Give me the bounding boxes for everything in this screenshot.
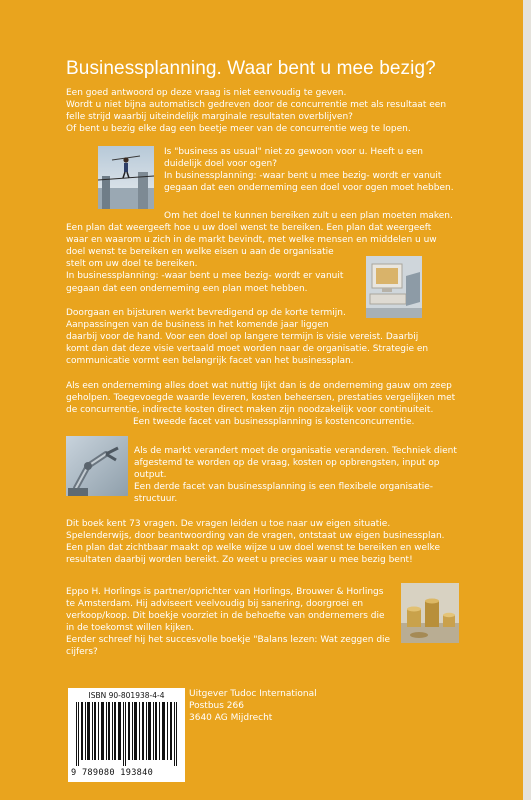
text-line: output. bbox=[134, 470, 167, 481]
text-line: Eppo H. Horlings is partner/oprichter van Horlings, Brouwer & Horlings bbox=[66, 587, 384, 597]
author-paragraph bbox=[66, 586, 390, 659]
text-line: Of bent u bezig elke dag een beetje meer van de concurrentie weg te lopen. bbox=[66, 124, 411, 135]
isbn-number: ISBN 90-801938-4-4 bbox=[88, 691, 165, 700]
text-line: komt dan dat deze visie vertaald moet worden naar de organisatie. Strategie en bbox=[66, 344, 429, 355]
intro-paragraph bbox=[66, 87, 446, 135]
text-line: resultaten daarbij worden bereikt. Zo weet u precies waar u mee bezig bent! bbox=[66, 555, 413, 566]
barcode-digits: 9 789080 193840 bbox=[71, 768, 154, 778]
text-line: cijfers? bbox=[66, 647, 98, 658]
publisher-name: Uitgever Tudoc International bbox=[189, 689, 317, 699]
text-line: geholpen. Toegevoegde waarde leveren, kosten beheersen, prestaties vergelijken met bbox=[66, 393, 456, 404]
organisation-paragraph bbox=[134, 445, 457, 505]
publisher-city: 3640 AG Mijdrecht bbox=[189, 713, 273, 724]
text-line: Als een onderneming alles doet wat nuttig lijkt dan is de onderneming gauw om zeep bbox=[66, 381, 452, 391]
text-line: doel wenst te bereiken en welke eisen u aan de organisatie bbox=[66, 247, 334, 258]
text-line: verkoop/koop. Dit boekje voorziet in de behoefte van ondernemers die bbox=[66, 611, 385, 622]
cover-title: Businessplanning. Waar bent u mee bezig? bbox=[66, 58, 436, 79]
text-line: Als de markt verandert moet de organisatie veranderen. Techniek dient bbox=[134, 446, 457, 456]
coin-stacks-photo bbox=[401, 583, 459, 643]
text-line: daarbij voor de hand. Voor een doel op langere termijn is visie vereist. Daarbij bbox=[66, 332, 419, 343]
text-line: Een tweede facet van businessplanning is kostenconcurrentie. bbox=[133, 417, 415, 428]
text-line: Dit boek kent 73 vragen. De vragen leiden u toe naar uw eigen situatie. bbox=[66, 519, 391, 529]
book-paragraph bbox=[66, 518, 445, 566]
text-line: In businessplanning: -waar bent u mee bezig- wordt er vanuit bbox=[66, 271, 344, 282]
cost-paragraph bbox=[66, 380, 455, 428]
text-line: Een goed antwoord op deze vraag is niet eenvoudig te geven. bbox=[66, 88, 347, 98]
text-line: de concurrentie, indirecte kosten direct maken zijn noodzakelijk voor continuiteit. bbox=[66, 405, 434, 416]
text-line: Wordt u niet bijna automatisch gedreven door de concurrentie met als resultaat een bbox=[66, 100, 447, 111]
text-line: waar en waarom u zich in de markt bevindt, met welke mensen en middelen u uw bbox=[66, 235, 437, 246]
text-line: Een plan dat weergeeft hoe u uw doel wenst te bereiken. Een plan dat weergeeft bbox=[66, 223, 432, 234]
text-line: In businessplanning: -waar bent u mee bezig- wordt er vanuit bbox=[164, 171, 442, 182]
text-line: stelt om uw doel te bereiken. bbox=[66, 259, 198, 270]
text-line: gegaan dat een onderneming een doel voor ogen moet hebben. bbox=[164, 183, 454, 194]
text-line: Een derde facet van businessplanning is een flexibele organisatie- bbox=[134, 482, 434, 493]
text-line: Is "business as usual" niet zo gewoon voor u. Heeft u een bbox=[164, 147, 423, 157]
text-line: afgestemd te worden op de vraag, kosten op opbrengsten, input op bbox=[134, 458, 440, 469]
robot-arm-photo bbox=[66, 436, 128, 496]
text-line: Om het doel te kunnen bereiken zult u een plan moeten maken. bbox=[164, 211, 453, 221]
text-line: Een plan dat zichtbaar maakt op welke wijze u uw doel wenst te bereiken en welke bbox=[66, 543, 440, 554]
text-line: felle strijd waarbij uiteindelijk marginale resultaten overblijven? bbox=[66, 112, 353, 123]
text-line: te Amsterdam. Hij adviseert veelvoudig bij sanering, doorgroei en bbox=[66, 599, 364, 610]
text-line: duidelijk doel voor ogen? bbox=[164, 159, 277, 170]
page-edge bbox=[523, 0, 531, 800]
text-line: Aanpassingen van de business in het komende jaar liggen bbox=[66, 320, 329, 331]
publisher-postbox: Postbus 266 bbox=[189, 701, 244, 712]
text-line: gegaan dat een onderneming een plan moet hebben. bbox=[66, 283, 308, 294]
tightrope-walker-photo bbox=[98, 146, 154, 209]
intro-indented bbox=[164, 146, 454, 194]
text-line: Eerder schreef hij het succesvolle boekje "Balans lezen: Wat zeggen die bbox=[66, 635, 391, 646]
text-line: in de toekomst willen kijken. bbox=[66, 623, 195, 634]
barcode bbox=[76, 702, 177, 766]
text-line: structuur. bbox=[134, 494, 178, 505]
text-line: Doorgaan en bijsturen werkt bevredigend op de korte termijn. bbox=[66, 308, 346, 318]
text-line: Spelenderwijs, door beantwoording van de vragen, ontstaat uw eigen businessplan. bbox=[66, 531, 445, 542]
vision-paragraph bbox=[66, 307, 428, 367]
publisher-address bbox=[189, 688, 317, 725]
barcode-box bbox=[68, 688, 185, 782]
text-line: communicatie vormt een belangrijk facet van het businessplan. bbox=[66, 356, 354, 367]
